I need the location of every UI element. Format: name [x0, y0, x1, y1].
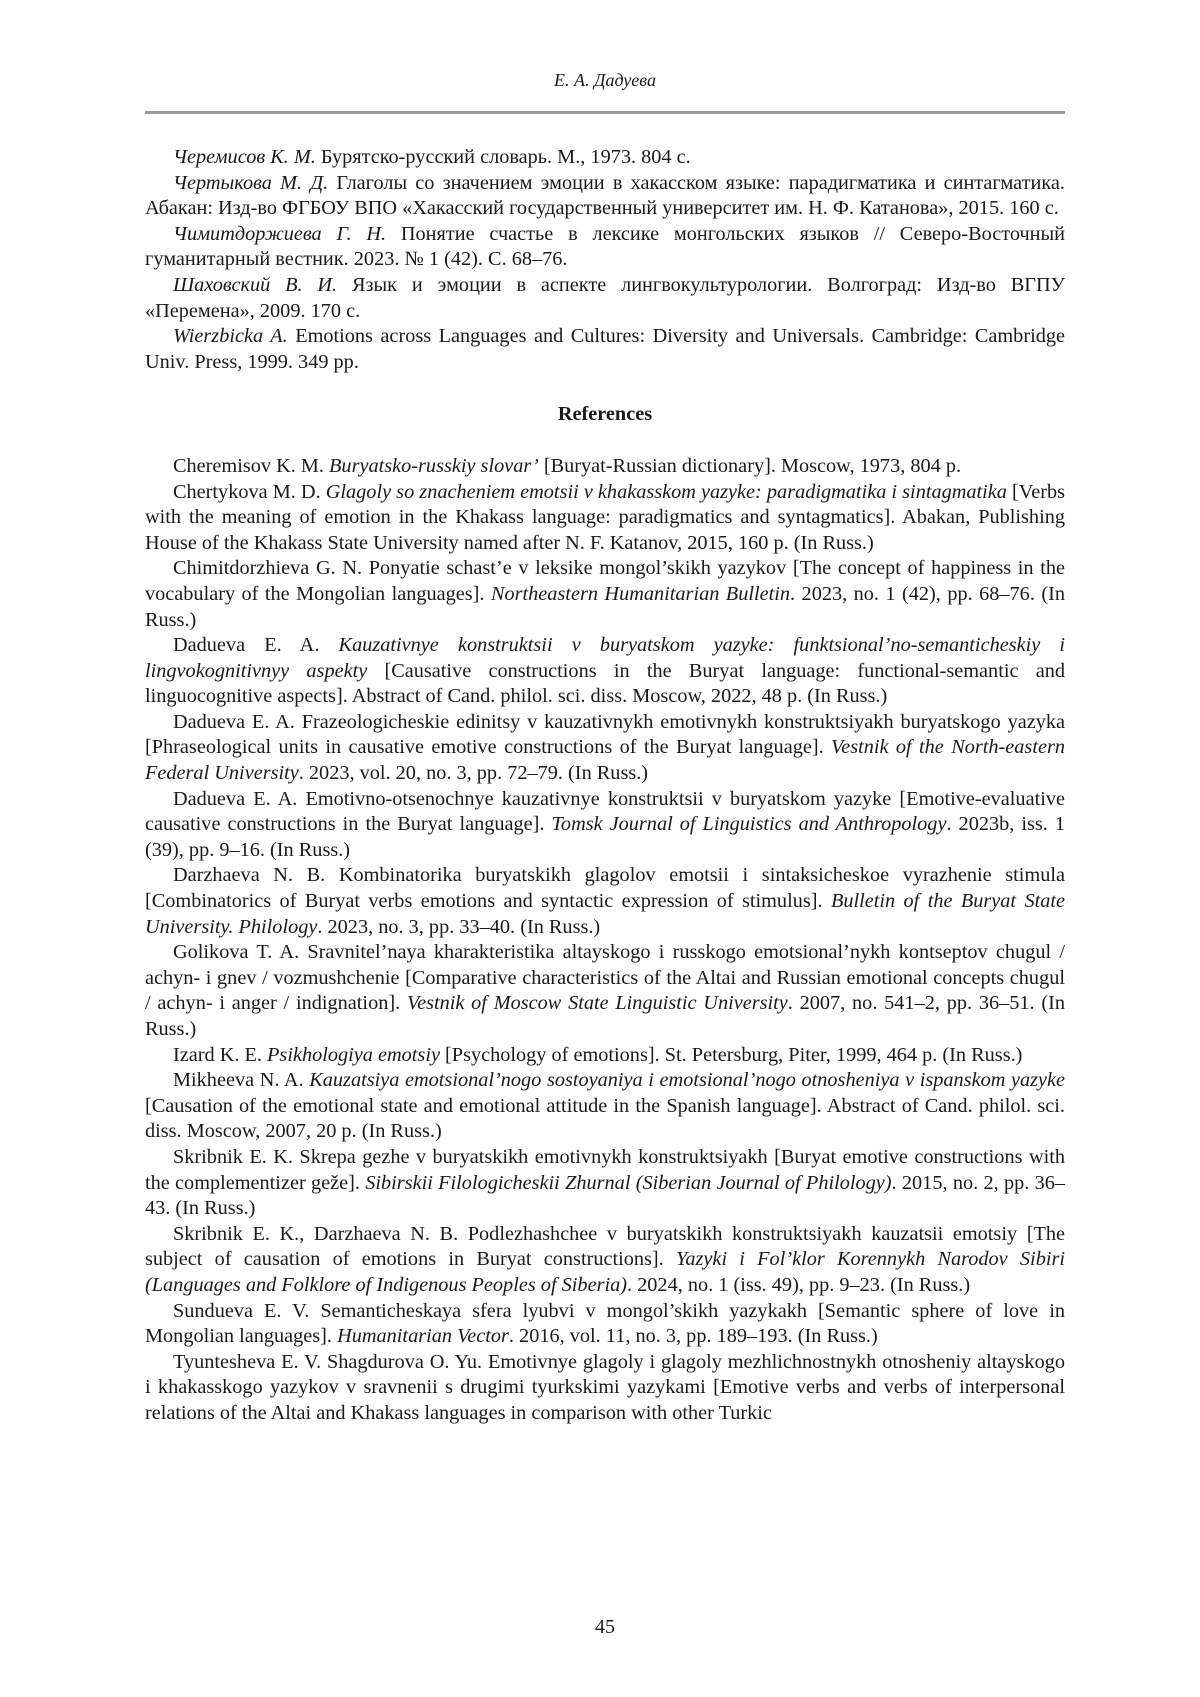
ref-title: Buryatsko-russkiy slovar’ — [329, 454, 539, 477]
reference-entry — [145, 787, 1065, 864]
bib-entry — [145, 222, 1065, 273]
ref-title: Sibirskii Filologicheskii Zhurnal (Siberian Journal of Philology) — [365, 1171, 892, 1194]
bib-text: Бурятско-русский словарь. М., 1973. 804 с. — [315, 146, 691, 168]
page-number: 45 — [595, 1616, 615, 1638]
ref-part: Skribnik E. K. Skrepa gezhe v buryatskikh emotivnykh konstruktsiyakh [Buryat emotive constructions with the complementizer geže]. — [145, 1145, 1065, 1194]
ref-part: Skribnik E. K., Darzhaeva N. B. Podlezhashchee v buryatskikh konstruktsiyakh kauzatsii emotsiy [The subject of causation of emotions in Buryat constructions]. — [145, 1222, 1065, 1271]
reference-entry — [145, 633, 1065, 710]
bib-author: Черемисов К. М. — [173, 146, 316, 168]
ref-part: [Buryat-Russian dictionary]. Moscow, 1973, 804 p. — [538, 454, 962, 477]
reference-entry — [145, 1299, 1065, 1350]
ref-part: Dadueva E. A. Frazeologicheskie edinitsy v kauzativnykh emotivnykh konstruktsiyakh buryatskogo yazyka [Phraseological units in causative emotive constructions of the Buryat language]. — [145, 710, 1065, 759]
ref-title: Northeastern Humanitarian Bulletin — [490, 582, 791, 605]
ref-part: . 2015, no. 2, pp. 36–43. (In Russ.) — [145, 1171, 1066, 1220]
ref-part: Darzhaeva N. B. Kombinatorika buryatskikh glagolov emotsii i sintaksicheskoe vyrazhenie stimula [Combinatorics of Buryat verbs emotions and syntactic expression of stimulus]. — [145, 864, 1065, 913]
ref-title: Vestnik of the North-eastern Federal University — [145, 736, 1065, 785]
reference-entry — [145, 1350, 1065, 1427]
ref-title: Kauzativnye konstruktsii v buryatskom yazyke: funktsional’no-semanticheskiy i lingvokognitivnyy aspekty — [145, 634, 1066, 682]
reference-entry — [145, 556, 1065, 633]
ref-part: . 2007, no. 541–2, pp. 36–51. (In Russ.) — [145, 992, 1066, 1040]
ref-part: Mikheeva N. A. — [173, 1069, 310, 1092]
page-body — [145, 145, 1065, 1427]
ref-part: [Causative constructions in the Buryat language: functional-semantic and linguocognitive aspects]. Abstract of Cand. philol. sci. diss. Moscow, 2022, 48 p. (In Russ.) — [145, 659, 1065, 708]
russian-bibliography — [145, 145, 1065, 375]
reference-entry — [145, 863, 1065, 940]
ref-title: Glagoly so znacheniem emotsii v khakasskom yazyke: paradigmatika i sintagmatika — [325, 480, 1007, 503]
bib-text: Глаголы со значением эмоции в хакасском языке: парадигматика и синтагматика. Абакан: Изд-во ФГБОУ ВПО «Хакасский государственный университет им. Н. Ф. Катанова», 2015. 160 с. — [145, 171, 1065, 220]
ref-part: . 2023b, iss. 1 (39), pp. 9–16. (In Russ.) — [145, 813, 1066, 861]
reference-entry — [145, 1043, 1065, 1069]
ref-title: Psikhologiya emotsiy — [267, 1043, 440, 1066]
ref-part: Cheremisov K. M. — [173, 454, 330, 477]
references-heading: References — [557, 403, 653, 426]
ref-part: [Psychology of emotions]. St. Petersburg, Piter, 1999, 464 p. (In Russ.) — [439, 1043, 1023, 1066]
ref-part: . 2023, vol. 20, no. 3, pp. 72–79. (In Russ.) — [298, 762, 649, 785]
reference-entry — [145, 710, 1065, 787]
ref-title: Tomsk Journal of Linguistics and Anthropology — [551, 813, 947, 836]
bib-author: Чертыкова М. Д. — [173, 171, 329, 194]
bib-text: Emotions across Languages and Cultures: Diversity and Universals. Cambridge: Cambridge Univ. Press, 1999. 349 pp. — [145, 325, 1065, 373]
ref-part: . 2024, no. 1 (iss. 49), pp. 9–23. (In Russ.) — [627, 1273, 971, 1296]
ref-part: Dadueva E. A. Emotivno-otsenochnye kauzativnye konstruktsii v buryatskom yazyke [Emotive-evaluative causative constructions in the Buryat language]. — [145, 787, 1065, 836]
ref-part: Golikova T. A. Sravnitel’naya kharakteristika altayskogo i russkogo emotsional’nykh kontseptov chugul / achyn- i gnev / vozmushchenie [Comparative characteristics of the Altai and Russian emotional concepts chugul / achyn- i anger / indignation]. — [145, 941, 1065, 1015]
bib-text: Понятие счастье в лексике монгольских языков // Северо-Восточный гуманитарный вестник. 2023. № 1 (42). С. 68–76. — [145, 222, 1065, 271]
references-list — [145, 454, 1065, 1427]
bib-entry — [145, 273, 1065, 324]
bib-author: Wierzbicka A. — [173, 325, 288, 348]
ref-part: [Verbs with the meaning of emotion in the Khakass language: paradigmatics and syntagmatics]. Abakan, Publishing House of the Khakass State University named after N. F. Katanov, 2015, 160 p. (In Russ.) — [145, 480, 1065, 554]
bib-text: Язык и эмоции в аспекте лингвокультурологии. Волгоград: Изд-во ВГПУ «Перемена», 2009. 170 с. — [145, 273, 1065, 322]
bib-entry — [145, 171, 1065, 222]
bib-entry — [145, 145, 1065, 171]
ref-part: Chertykova M. D. — [173, 480, 326, 503]
running-header: Е. А. Дадуева — [554, 70, 656, 90]
ref-part: [Causation of the emotional state and emotional attitude in the Spanish language]. Abstract of Cand. philol. sci. diss. Moscow, 2007, 20 p. (In Russ.) — [145, 1094, 1065, 1143]
reference-entry — [145, 940, 1065, 1042]
ref-part: . 2023, no. 3, pp. 33–40. (In Russ.) — [317, 915, 601, 938]
ref-title: Vestnik of Moscow State Linguistic University — [406, 992, 788, 1015]
reference-entry — [145, 454, 1065, 480]
ref-part: Chimitdorzhieva G. N. Ponyatie schast’e v leksike mongol’skikh yazykov [The concept of happiness in the vocabulary of the Mongolian languages]. — [145, 557, 1065, 605]
header-rule — [145, 111, 1065, 114]
reference-entry — [145, 1222, 1065, 1299]
ref-part: Sundueva E. V. Semanticheskaya sfera lyubvi v mongol’skikh yazykakh [Semantic sphere of love in Mongolian languages]. — [145, 1299, 1065, 1348]
bib-entry — [145, 324, 1065, 375]
bib-author: Шаховский В. И. — [173, 273, 338, 296]
ref-title: Bulletin of the Buryat State University. Philology — [145, 890, 1065, 938]
ref-part: Dadueva E. A. — [173, 634, 339, 657]
ref-title: Yazyki i Fol’klor Korennykh Narodov Sibiri (Languages and Folklore of Indigenous Peoples of Siberia) — [145, 1248, 1065, 1296]
bib-author: Чимитдоржиева Г. Н. — [173, 222, 387, 245]
ref-title: Humanitarian Vector — [337, 1325, 509, 1348]
reference-entry — [145, 1145, 1065, 1222]
ref-part: . 2023, no. 1 (42), pp. 68–76. (In Russ.) — [145, 582, 1065, 631]
ref-part: Izard K. E. — [173, 1043, 268, 1066]
ref-part: . 2016, vol. 11, no. 3, pp. 189–193. (In Russ.) — [508, 1325, 878, 1348]
ref-title: Kauzatsiya emotsional’nogo sostoyaniya i emotsional’nogo otnosheniya v ispanskom yazyke — [309, 1069, 1066, 1092]
ref-part: Tyuntesheva E. V. Shagdurova O. Yu. Emotivnye glagoly i glagoly mezhlichnostnykh otnosheniy altayskogo i khakasskogo yazykov v sravnenii s drugimi tyurkskimi yazykami [Emotive verbs and verbs of interpersonal relations of the Altai and Khakass languages in comparison with other Turkic — [145, 1350, 1065, 1424]
reference-entry — [145, 1068, 1065, 1145]
reference-entry — [145, 480, 1065, 557]
